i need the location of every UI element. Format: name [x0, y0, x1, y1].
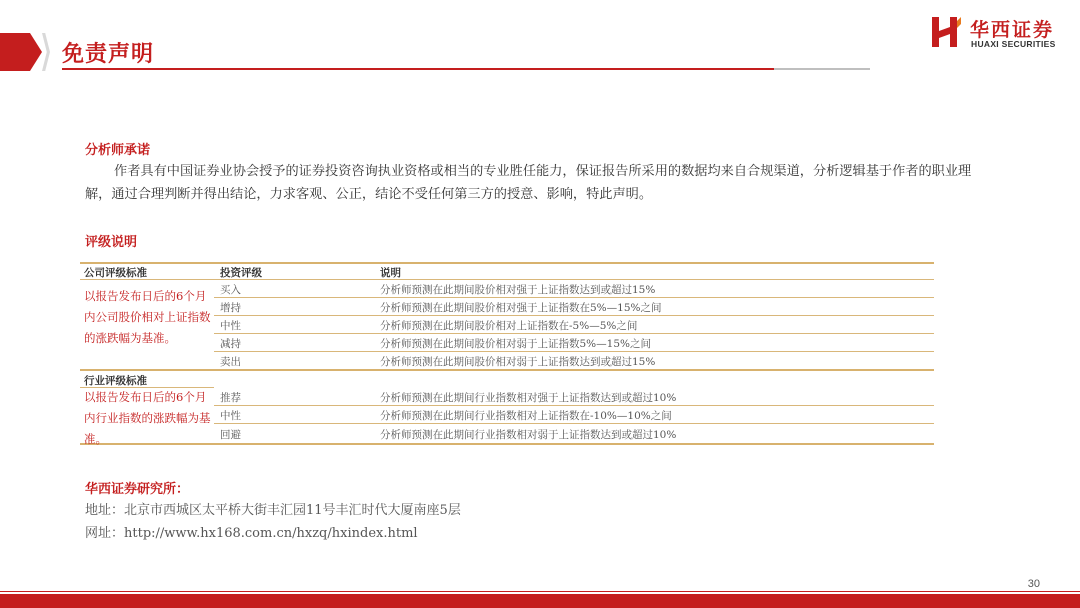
- table-rule-top: [80, 262, 934, 264]
- header-rule-grey: [774, 68, 870, 70]
- company-rating-label: 中性: [220, 320, 241, 332]
- page-number: 30: [1027, 578, 1040, 590]
- industry-standard-desc: 以报告发布日后的6个月内行业指数的涨跌幅为基准。: [84, 390, 211, 446]
- col-header-company-standard: 公司评级标准: [84, 267, 147, 279]
- industry-rating-label: 中性: [220, 410, 241, 422]
- header-chevron: [30, 33, 42, 71]
- logo-text-en: HUAXI SECURITIES: [971, 39, 1056, 49]
- table-rule-row: [214, 333, 934, 334]
- company-rating-desc: 分析师预测在此期间股价相对强于上证指数在5%—15%之间: [380, 302, 662, 314]
- header-chevron-grey: [42, 33, 50, 71]
- table-rule-header: [80, 279, 934, 280]
- company-rating-label: 增持: [220, 302, 241, 314]
- header-accent-block: [0, 33, 30, 71]
- company-rating-label: 卖出: [220, 356, 241, 368]
- footer-bar: [0, 594, 1080, 608]
- table-rule-row: [214, 351, 934, 352]
- company-rating-label: 减持: [220, 338, 241, 350]
- industry-rating-desc: 分析师预测在此期间行业指数相对上证指数在-10%—10%之间: [380, 410, 672, 422]
- table-rule-section: [80, 369, 934, 371]
- table-rule-row: [214, 315, 934, 316]
- col-header-rating: 投资评级: [220, 267, 262, 279]
- table-rule-row: [214, 423, 934, 424]
- analyst-heading: 分析师承诺: [85, 143, 151, 158]
- page-title: 免责声明: [62, 42, 155, 67]
- company-rating-label: 买入: [220, 284, 241, 296]
- industry-rating-label: 回避: [220, 429, 241, 441]
- industry-rating-label: 推荐: [220, 392, 241, 404]
- logo-text-cn: 华西证券: [970, 19, 1055, 41]
- institute-heading: 华西证券研究所：: [85, 482, 190, 497]
- table-rule-row: [214, 297, 934, 298]
- huaxi-logo-icon: [930, 15, 962, 49]
- industry-standard-header: 行业评级标准: [84, 375, 147, 387]
- table-rule-row: [214, 405, 934, 406]
- col-header-description: 说明: [380, 267, 401, 279]
- industry-rating-desc: 分析师预测在此期间行业指数相对强于上证指数达到或超过10%: [380, 392, 677, 404]
- rating-heading: 评级说明: [85, 235, 138, 250]
- company-rating-desc: 分析师预测在此期间股价相对弱于上证指数达到或超过15%: [380, 356, 656, 368]
- institute-address: 地址：北京市西城区太平桥大街丰汇园11号丰汇时代大厦南座5层: [85, 503, 461, 518]
- company-standard-desc: 以报告发布日后的6个月内公司股价相对上证指数的涨跌幅为基准。: [84, 289, 211, 345]
- institute-website[interactable]: 网址：http://www.hx168.com.cn/hxzq/hxindex.html: [85, 526, 418, 541]
- company-rating-desc: 分析师预测在此期间股价相对强于上证指数达到或超过15%: [380, 284, 656, 296]
- company-rating-desc: 分析师预测在此期间股价相对上证指数在-5%—5%之间: [380, 320, 638, 332]
- footer-rule: [0, 591, 1080, 592]
- company-rating-desc: 分析师预测在此期间股价相对弱于上证指数5%—15%之间: [380, 338, 651, 350]
- header-rule-red: [62, 68, 774, 70]
- analyst-statement: 作者具有中国证券业协会授予的证券投资咨询执业资格或相当的专业胜任能力，保证报告所采用的数据均来自合规渠道，分析逻辑基于作者的职业理解，通过合理判断并得出结论，力求客观、公正，结论不受任何第三方的授意、影响，特此声明。: [85, 164, 972, 202]
- industry-rating-desc: 分析师预测在此期间行业指数相对弱于上证指数达到或超过10%: [380, 429, 677, 441]
